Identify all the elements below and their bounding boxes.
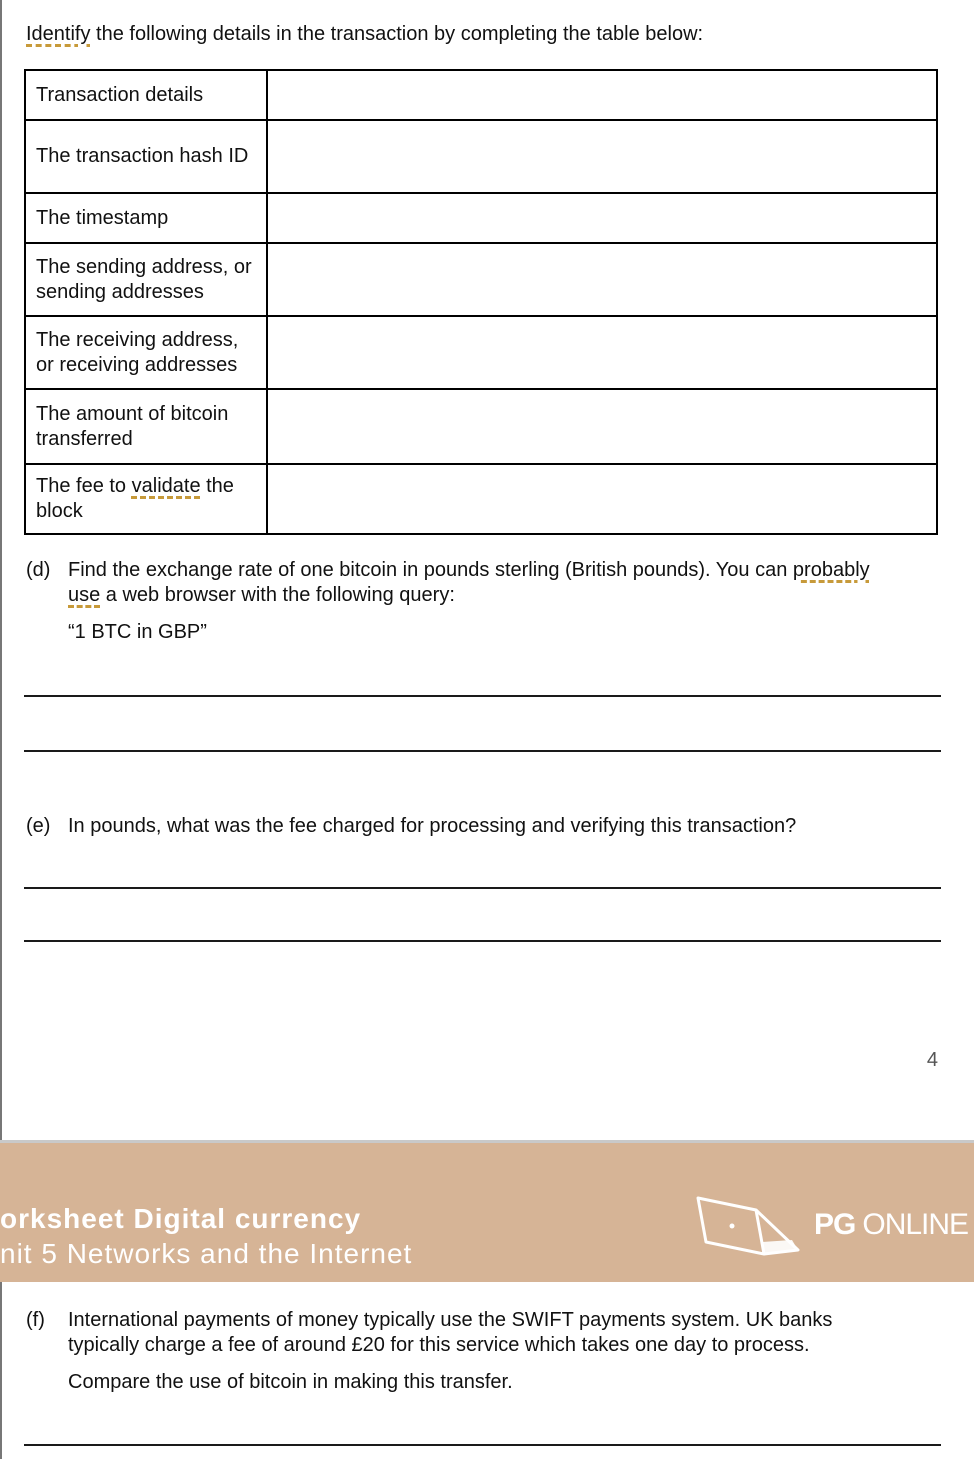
table-row [25,120,937,193]
answer-cell[interactable] [267,464,937,534]
table-row [25,464,937,534]
transaction-details-table [24,69,938,535]
table-row [25,316,937,389]
row-label: The fee to validate the block [25,464,267,534]
pg-online-logo: PG ONLINE [814,1208,969,1241]
answer-cell[interactable] [267,316,937,389]
answer-line[interactable] [24,887,941,889]
question-text: Find the exchange rate of one bitcoin in pounds sterling (British pounds). You can probably use a web browser with the following query: [68,559,870,606]
table-row [25,389,937,464]
row-label: The timestamp [25,193,267,243]
spellcheck-word: probably [792,559,870,581]
answer-cell[interactable] [267,389,937,464]
page-number: 4 [926,1049,938,1071]
table-header-label: Transaction details [25,70,267,120]
row-label: The amount of bitcoin transferred [25,389,267,464]
answer-cell[interactable] [267,120,937,193]
spellcheck-word: Identify [26,23,91,45]
question-number: (d) [26,559,51,581]
answer-line[interactable] [24,750,941,752]
answer-cell[interactable] [267,243,937,316]
unit-title: nit 5 Networks and the Internet [0,1238,413,1269]
instruction-text: Identify the following details in the transaction by completing the table below: [26,23,704,45]
row-label: The receiving address, or receiving addresses [25,316,267,389]
laptop-icon [694,1192,806,1262]
question-text: In pounds, what was the fee charged for processing and verifying this transaction? [68,815,797,837]
row-label: The transaction hash ID [25,120,267,193]
table-header-row [25,70,937,120]
table-row [25,243,937,316]
answer-line[interactable] [24,695,941,697]
question-number: (f) [26,1309,45,1331]
table-row [25,193,937,243]
spellcheck-word: validate [131,475,201,497]
answer-line[interactable] [24,940,941,942]
question-text: International payments of money typically use the SWIFT payments system. UK banks typically charge a fee of around £20 for this service which takes one day to process. [68,1309,833,1356]
answer-cell[interactable] [267,193,937,243]
answer-line[interactable] [24,1444,941,1446]
row-label: The sending address, or sending addresses [25,243,267,316]
worksheet-title: orksheet Digital currency [0,1203,362,1234]
spellcheck-word: use [68,584,101,606]
question-number: (e) [26,815,51,837]
answer-cell[interactable] [267,70,937,120]
